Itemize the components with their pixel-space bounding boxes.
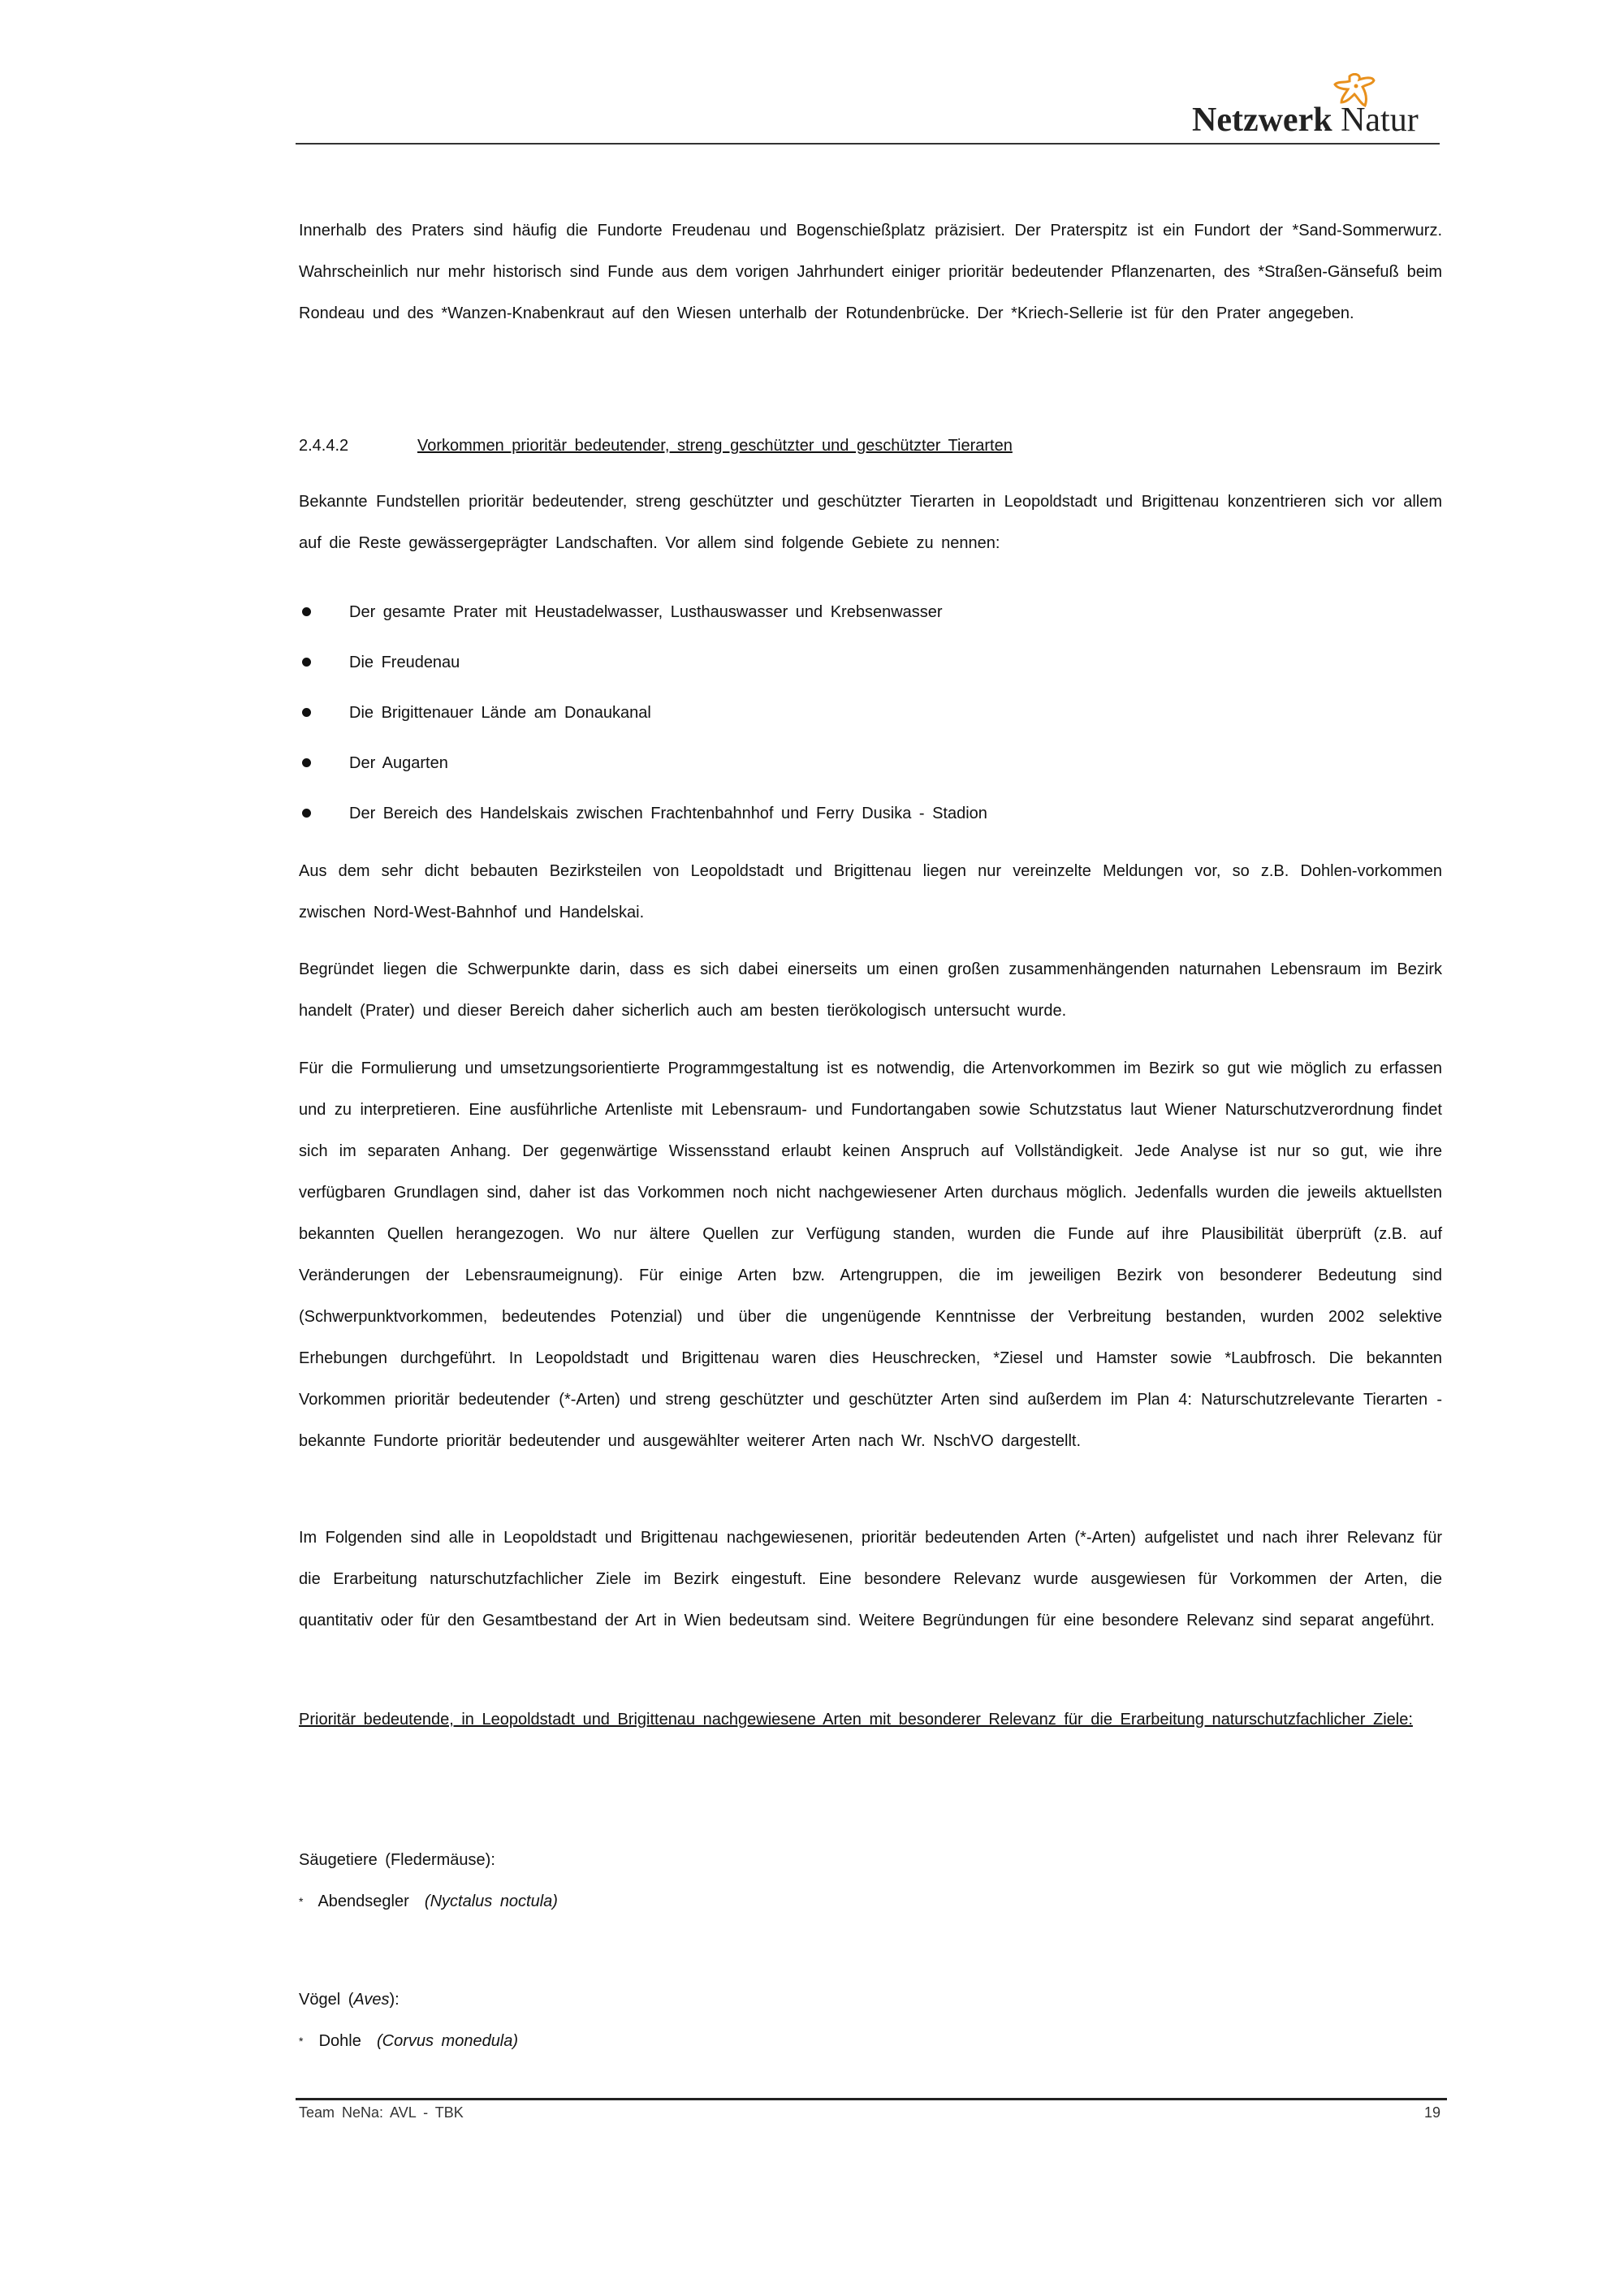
relevant-species-heading: Prioritär bedeutende, in Leopoldstadt und Brigittenau nachgewiesene Arten mit besonderer Relevanz für die Erarbeitung naturschutzfachlicher Ziele:: [299, 1711, 1413, 1728]
species-item: [299, 1881, 558, 1923]
list-item: Der gesamte Prater mit Heustadelwasser, Lusthauswasser und Krebsenwasser: [299, 592, 1442, 642]
bullet-icon: [302, 809, 311, 818]
species-latin: (Corvus monedula): [376, 2032, 519, 2050]
logo-text: Netzwerk Natur: [1192, 101, 1419, 139]
list-item: Der Bereich des Handelskais zwischen Frachtenbahnhof und Ferry Dusika - Stadion: [299, 793, 1442, 844]
section-title: Vorkommen prioritär bedeutender, streng geschützter und geschützter Tierarten: [417, 437, 1013, 455]
section-number: 2.4.4.2: [299, 437, 349, 455]
paragraph-5: Im Folgenden sind alle in Leopoldstadt und Brigittenau nachgewiesenen, prioritär bedeutenden Arten (*-Arten) aufgelistet und nach ihrer Relevanz für die Erarbeitung naturschutzfachlicher Ziele im Bezirk eingestuft. Eine besondere Relevanz wurde ausgewiesen für Vorkommen der Arten, die quantitativ oder für den Gesamtbestand der Art in Wien bedeutsam sind. Weitere Begründungen für eine besondere Relevanz sind separat angeführt.: [299, 1529, 1442, 1629]
list-item: Die Freudenau: [299, 642, 1442, 693]
group-title-mammals: Säugetiere (Fledermäuse):: [299, 1851, 495, 1869]
bullet-icon: [302, 658, 311, 667]
species-item: [299, 2021, 518, 2062]
header-rule: [296, 143, 1440, 145]
footer-left: Team NeNa: AVL - TBK: [299, 2104, 464, 2121]
netzwerk-natur-logo: [1187, 73, 1431, 138]
area-list: [299, 592, 1442, 844]
footer-rule: [296, 2098, 1447, 2100]
bullet-icon: [302, 758, 311, 767]
paragraph-3: Begründet liegen die Schwerpunkte darin, dass es sich dabei einerseits um einen großen zusammenhängenden naturnahen Lebensraum im Bezirk handelt (Prater) und dieser Bereich daher sicherlich auch am besten tierökologisch untersucht wurde.: [299, 960, 1442, 1020]
page-number: 19: [1423, 2104, 1440, 2121]
intro-paragraph: Innerhalb des Praters sind häufig die Fundorte Freudenau und Bogenschießplatz präzisiert. Der Praterspitz ist ein Fundort der *Sand-Sommerwurz. Wahrscheinlich nur mehr historisch sind Funde aus dem vorigen Jahrhundert einiger prioritär bedeutender Pflanzenarten, des *Straßen-Gänsefuß beim Rondeau und des *Wanzen-Knabenkraut auf den Wiesen unterhalb der Rotundenbrücke. Der *Kriech-Sellerie ist für den Prater angegeben.: [299, 222, 1442, 322]
group-title-birds: Vögel (Aves):: [299, 1991, 400, 2009]
priority-marker: *: [299, 1895, 304, 1908]
paragraph-1: Bekannte Fundstellen prioritär bedeutender, streng geschützter und geschützter Tierarten in Leopoldstadt und Brigittenau konzentrieren sich vor allem auf die Reste gewässergeprägter Landschaften. Vor allem sind folgende Gebiete zu nennen:: [299, 493, 1442, 552]
paragraph-4: Für die Formulierung und umsetzungsorientierte Programmgestaltung ist es notwendig, die Artenvorkommen im Bezirk so gut wie möglich zu erfassen und zu interpretieren. Eine ausführliche Artenliste mit Lebensraum- und Fundortangaben sowie Schutzstatus laut Wiener Naturschutzverordnung findet sich im separaten Anhang. Der gegenwärtige Wissensstand erlaubt keinen Anspruch auf Vollständigkeit. Jede Analyse ist nur so gut, wie ihre verfügbaren Grundlagen sind, daher ist das Vorkommen noch nicht nachgewiesener Arten durchaus möglich. Jedenfalls wurden die jeweils aktuellsten bekannten Quellen herangezogen. Wo nur ältere Quellen zur Verfügung standen, wurden die Funde auf ihre Plausibilität überprüft (z.B. auf Veränderungen der Lebensraumeignung). Für einige Arten bzw. Artengruppen, die im jeweiligen Bezirk von besonderer Bedeutung sind (Schwerpunktvorkommen, bedeutendes Potenzial) und über die ungenügende Kenntnisse der Verbreitung bestanden, wurden 2002 selektive Erhebungen durchgeführt. In Leopoldstadt und Brigittenau waren dies Heuschrecken, *Ziesel und Hamster sowie *Laubfrosch. Die bekannten Vorkommen prioritär bedeutender (*-Arten) und streng geschützter und geschützter Arten sind außerdem im Plan 4: Naturschutzrelevante Tierarten - bekannte Fundorte prioritär bedeutender und ausgewählter weiterer Arten nach Wr. NschVO dargestellt.: [299, 1060, 1442, 1450]
bullet-icon: [302, 607, 311, 616]
list-item: Der Augarten: [299, 743, 1442, 793]
bullet-icon: [302, 708, 311, 717]
list-item: Die Brigittenauer Lände am Donaukanal: [299, 693, 1442, 743]
species-name: Abendsegler: [317, 1892, 409, 1910]
priority-marker: *: [299, 2035, 304, 2048]
species-latin: (Nyctalus noctula): [424, 1892, 558, 1910]
species-name: Dohle: [318, 2032, 361, 2050]
paragraph-2: Aus dem sehr dicht bebauten Bezirksteilen von Leopoldstadt und Brigittenau liegen nur vereinzelte Meldungen vor, so z.B. Dohlen-vorkommen zwischen Nord-West-Bahnhof und Handelskai.: [299, 862, 1442, 921]
